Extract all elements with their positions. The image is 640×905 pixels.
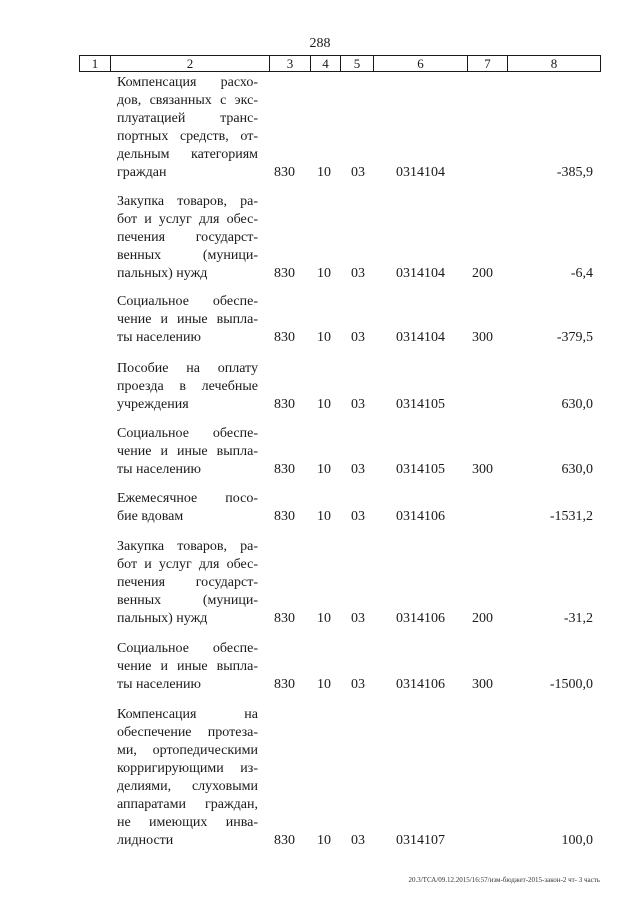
table-header-row [79, 55, 601, 72]
row-description [117, 74, 258, 182]
row-description [117, 193, 258, 283]
row-description [117, 538, 258, 628]
description-line: дов, связанных с экс- [117, 93, 258, 108]
code-col-3: 830 [274, 509, 295, 524]
description-line: венных (муници- [117, 593, 258, 608]
row-description [117, 706, 258, 850]
code-col-6: 0314105 [396, 397, 445, 412]
header-col-5: 5 [341, 56, 374, 71]
amount-value: -6,4 [570, 266, 593, 281]
code-col-3: 830 [274, 462, 295, 477]
description-line: Социальное обеспе- [117, 641, 258, 656]
header-col-2: 2 [111, 56, 270, 71]
description-line: аппаратами граждан, [117, 797, 258, 812]
description-line: не имеющих инва- [117, 815, 258, 830]
code-col-4: 10 [317, 833, 331, 848]
description-line: плуатацией транс- [117, 111, 258, 126]
row-description [117, 490, 258, 526]
description-line: чение и иные выпла- [117, 444, 258, 459]
row-description [117, 293, 258, 347]
amount-value: -1531,2 [549, 509, 593, 524]
code-col-4: 10 [317, 266, 331, 281]
code-col-6: 0314106 [396, 677, 445, 692]
header-col-6: 6 [374, 56, 468, 71]
code-col-7: 200 [472, 266, 493, 281]
description-line: чение и иные выпла- [117, 659, 258, 674]
code-col-3: 830 [274, 165, 295, 180]
row-description [117, 360, 258, 414]
footer-note: 20.3/ТСА/09.12.2015/16:57/изм-бюджет-2015-закон-2 чт- 3 часть [408, 876, 600, 884]
code-col-3: 830 [274, 677, 295, 692]
table-row [0, 640, 640, 694]
amount-value: -379,5 [556, 330, 593, 345]
description-line: дельным категориям [117, 147, 258, 162]
code-col-7: 300 [472, 462, 493, 477]
amount-value: 630,0 [561, 397, 593, 412]
description-line: печения государст- [117, 575, 258, 590]
table-row [0, 425, 640, 479]
description-line: печения государст- [117, 230, 258, 245]
description-line: ты населению [117, 462, 201, 477]
code-col-5: 03 [351, 266, 365, 281]
code-col-6: 0314104 [396, 165, 445, 180]
row-description [117, 425, 258, 479]
amount-value: -1500,0 [549, 677, 593, 692]
description-line: ты населению [117, 330, 201, 345]
code-col-7: 200 [472, 611, 493, 626]
page-number: 288 [309, 36, 331, 51]
header-col-8: 8 [550, 56, 558, 71]
description-line: ты населению [117, 677, 201, 692]
code-col-3: 830 [274, 833, 295, 848]
table-row [0, 74, 640, 182]
code-col-4: 10 [317, 330, 331, 345]
code-col-5: 03 [351, 330, 365, 345]
amount-value: -385,9 [556, 165, 593, 180]
amount-value: 630,0 [561, 462, 593, 477]
code-col-6: 0314106 [396, 611, 445, 626]
code-col-5: 03 [351, 611, 365, 626]
table-row [0, 293, 640, 347]
description-line: венных (муници- [117, 248, 258, 263]
code-col-5: 03 [351, 833, 365, 848]
code-col-7: 300 [472, 330, 493, 345]
description-line: Социальное обеспе- [117, 426, 258, 441]
description-line: Компенсация расхо- [117, 75, 258, 90]
code-col-4: 10 [317, 509, 331, 524]
code-col-4: 10 [317, 165, 331, 180]
description-line: бот и услуг для обес- [117, 557, 258, 572]
description-line: Закупка товаров, ра- [117, 194, 258, 209]
description-line: корригирующими из- [117, 761, 258, 776]
description-line: лидности [117, 833, 174, 848]
header-col-7: 7 [468, 56, 508, 71]
table-row [0, 538, 640, 628]
code-col-5: 03 [351, 509, 365, 524]
code-col-4: 10 [317, 611, 331, 626]
code-col-6: 0314107 [396, 833, 445, 848]
code-col-7: 300 [472, 677, 493, 692]
code-col-3: 830 [274, 611, 295, 626]
description-line: чение и иные выпла- [117, 312, 258, 327]
description-line: портных средств, от- [117, 129, 258, 144]
description-line: делиями, слуховыми [117, 779, 258, 794]
code-col-6: 0314104 [396, 266, 445, 281]
description-line: пальных) нужд [117, 266, 208, 281]
row-description [117, 640, 258, 694]
amount-value: 100,0 [561, 833, 593, 848]
description-line: учреждения [117, 397, 189, 412]
code-col-5: 03 [351, 165, 365, 180]
code-col-6: 0314104 [396, 330, 445, 345]
description-line: ми, ортопедическими [117, 743, 258, 758]
table-row [0, 193, 640, 283]
description-line: Ежемесячное посо- [117, 491, 258, 506]
description-line: Закупка товаров, ра- [117, 539, 258, 554]
description-line: Пособие на оплату [117, 361, 258, 376]
code-col-4: 10 [317, 462, 331, 477]
amount-value: -31,2 [563, 611, 593, 626]
code-col-4: 10 [317, 677, 331, 692]
code-col-5: 03 [351, 397, 365, 412]
code-col-6: 0314106 [396, 509, 445, 524]
description-line: Социальное обеспе- [117, 294, 258, 309]
table-row [0, 706, 640, 850]
header-col-3: 3 [270, 56, 311, 71]
code-col-3: 830 [274, 266, 295, 281]
description-line: Компенсация на [117, 707, 258, 722]
header-col-1: 1 [80, 56, 111, 71]
code-col-6: 0314105 [396, 462, 445, 477]
description-line: обеспечение протеза- [117, 725, 258, 740]
table-row [0, 360, 640, 414]
description-line: бот и услуг для обес- [117, 212, 258, 227]
code-col-5: 03 [351, 462, 365, 477]
code-col-4: 10 [317, 397, 331, 412]
table-row [0, 490, 640, 526]
code-col-5: 03 [351, 677, 365, 692]
description-line: пальных) нужд [117, 611, 208, 626]
description-line: граждан [117, 165, 167, 180]
code-col-3: 830 [274, 330, 295, 345]
header-col-4: 4 [311, 56, 341, 71]
description-line: проезда в лечебные [117, 379, 258, 394]
code-col-3: 830 [274, 397, 295, 412]
description-line: бие вдовам [117, 509, 184, 524]
